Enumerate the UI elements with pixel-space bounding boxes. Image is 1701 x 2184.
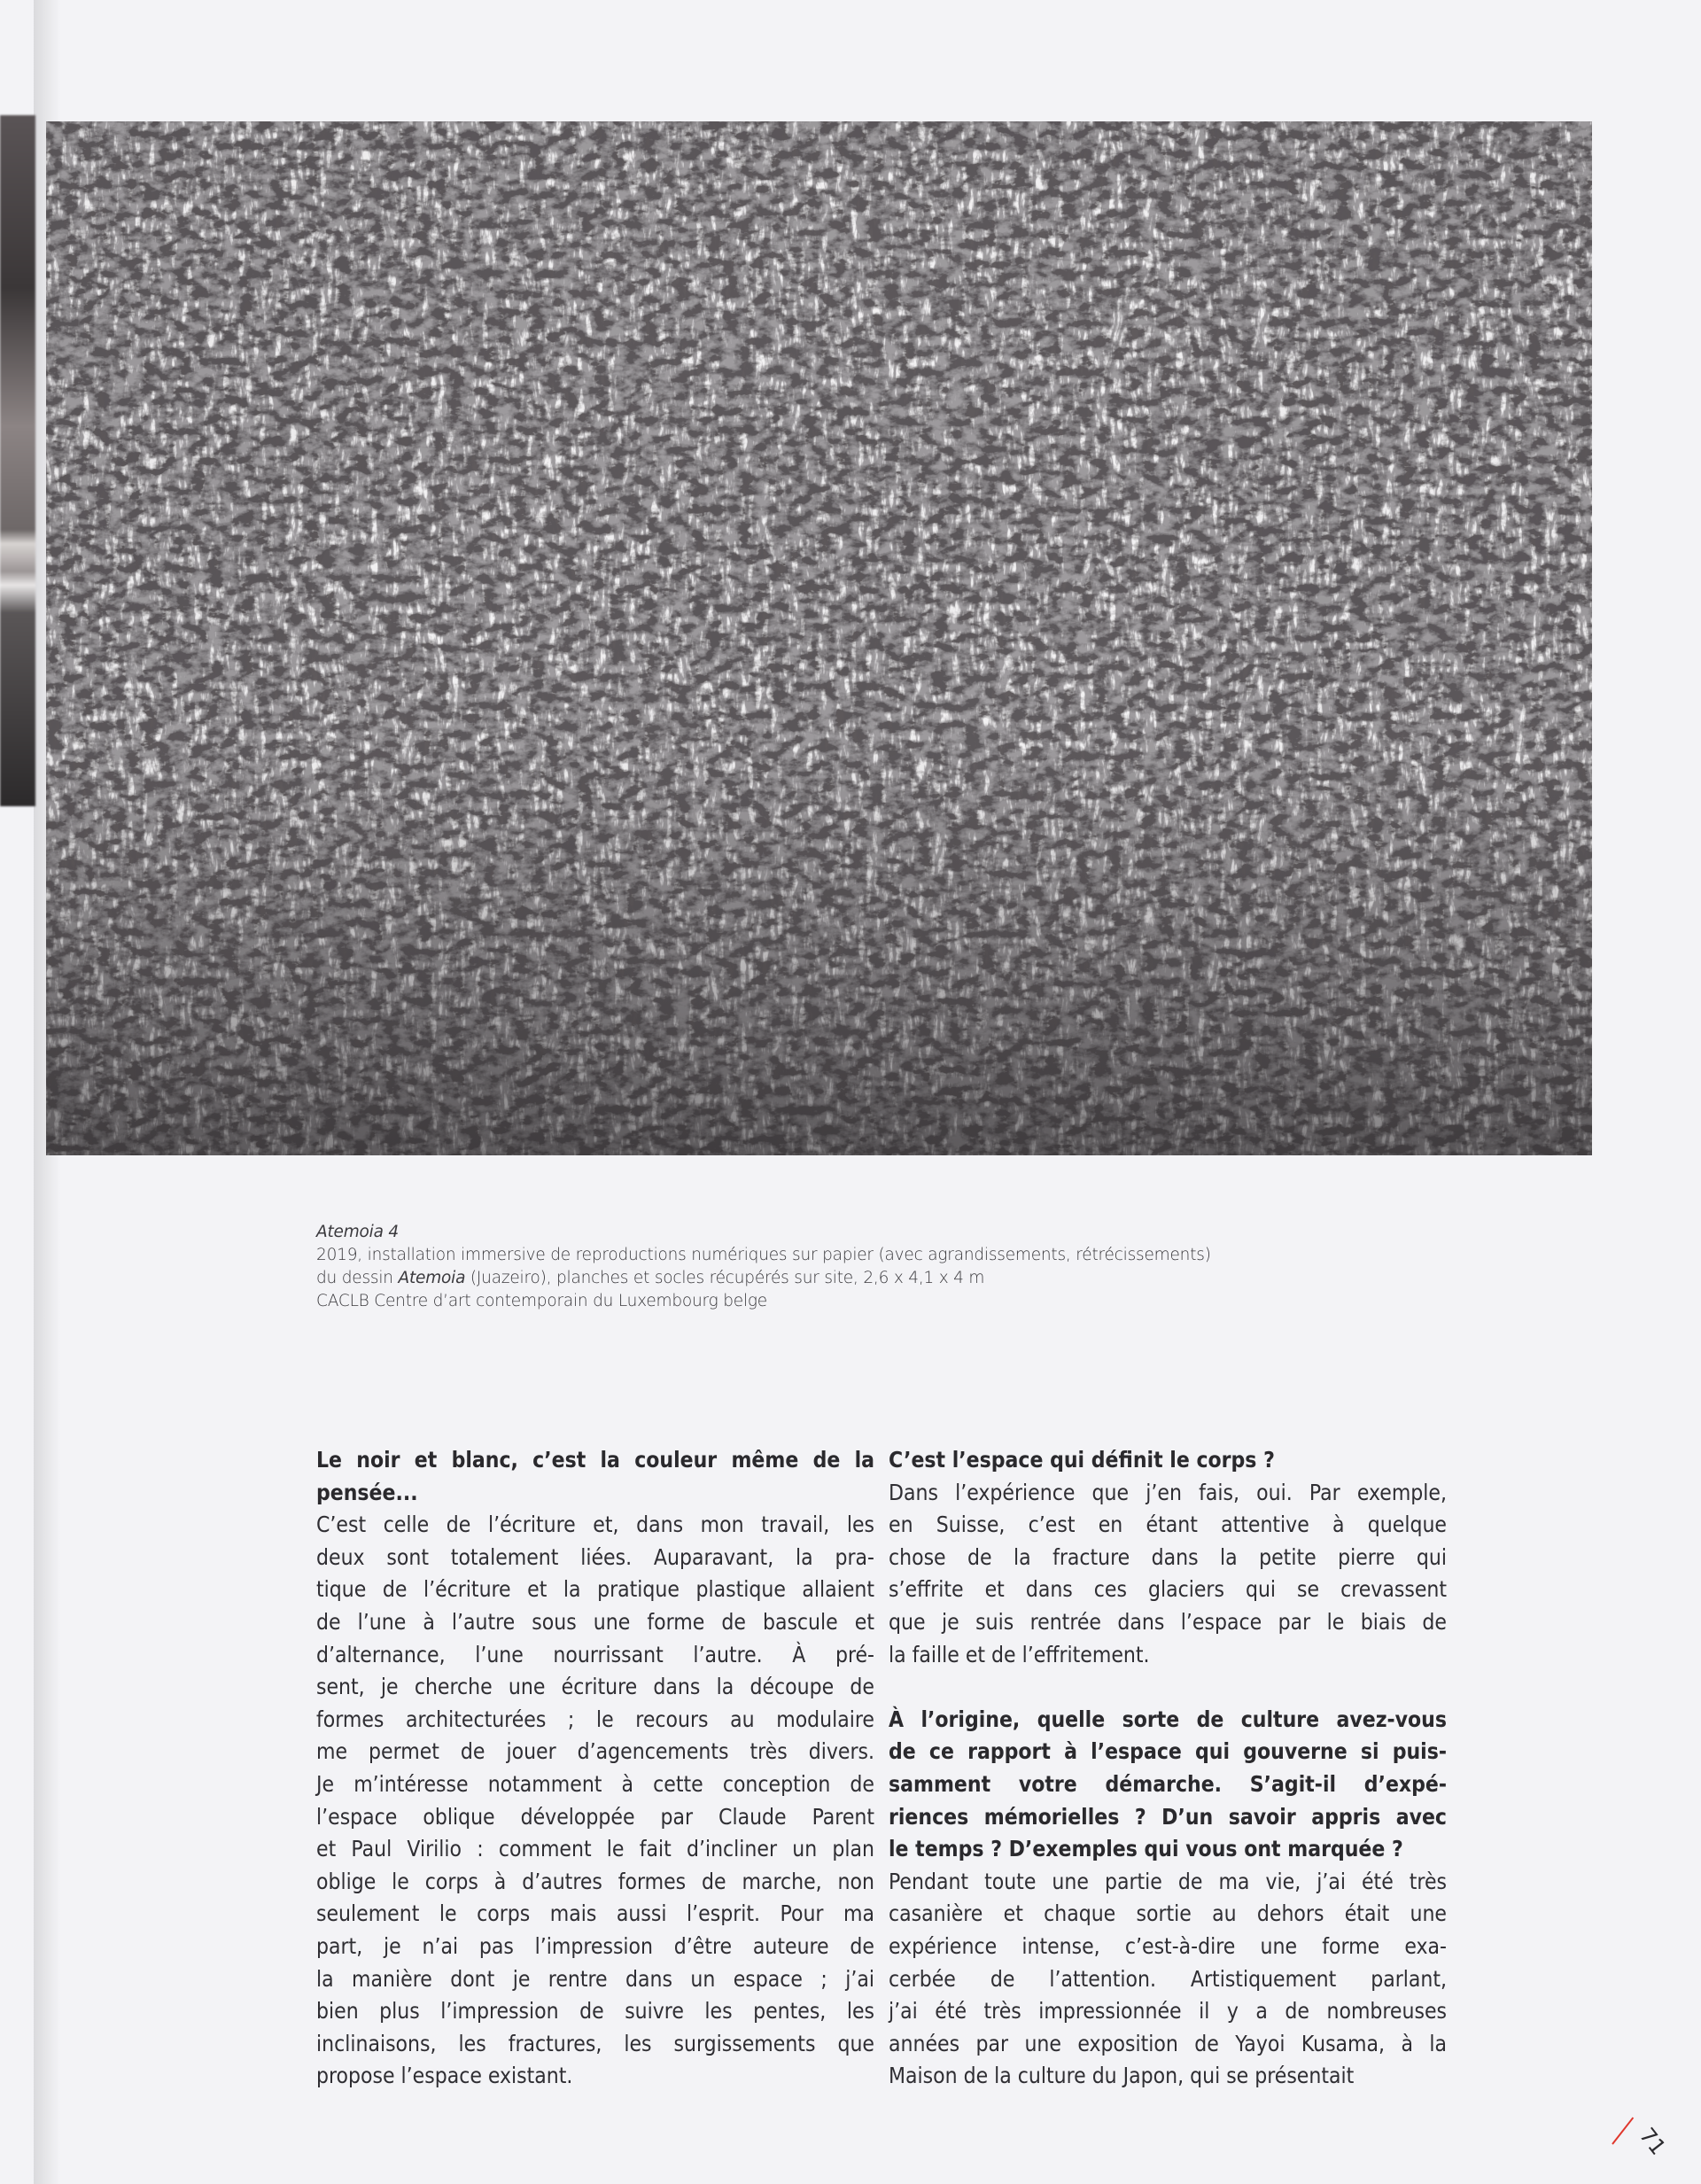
- interview-answer: [316, 1509, 874, 2093]
- answer-line: propose l’espace existant.: [316, 2063, 573, 2089]
- answer-line: casanière et chaque sortie au dehors était une: [889, 1900, 1447, 1927]
- question-line: riences mémorielles ? D’un savoir appris avec: [889, 1803, 1447, 1830]
- answer-line: de l’une à l’autre sous une forme de bascule et: [316, 1608, 874, 1635]
- figure-caption: [316, 1221, 1291, 1313]
- answer-line: cerbée de l’attention. Artistiquement parlant,: [889, 1965, 1447, 1992]
- artwork-photo: [46, 121, 1592, 1155]
- answer-line: sent, je cherche une écriture dans la découpe de: [316, 1674, 874, 1700]
- page-number: [1604, 2122, 1683, 2166]
- question-line: samment votre démarche. S’agit-il d’expé-: [889, 1770, 1447, 1797]
- caption-line: CACLB Centre d’art contemporain du Luxembourg belge: [316, 1292, 767, 1310]
- question-line: À l’origine, quelle sorte de culture avez-vous: [889, 1706, 1447, 1732]
- page-number-slash: [1612, 2117, 1634, 2144]
- answer-line: d’alternance, l’une nourrissant l’autre. À pré-: [316, 1641, 874, 1667]
- answer-line: Pendant toute une partie de ma vie, j’ai été très: [889, 1868, 1447, 1894]
- interview-answer: [889, 1477, 1447, 1672]
- answer-line: que je suis rentrée dans l’espace par le biais de: [889, 1608, 1447, 1635]
- answer-line: tique de l’écriture et la pratique plastique allaient: [316, 1576, 874, 1603]
- answer-line: expérience intense, c’est-à-dire une forme exa-: [889, 1932, 1447, 1959]
- answer-line: me permet de jouer d’agencements très divers.: [316, 1738, 874, 1765]
- interview-question: [316, 1444, 874, 1509]
- answer-line: j’ai été très impressionnée il y a de nombreuses: [889, 1998, 1447, 2025]
- answer-line: la faille et de l’effritement.: [889, 1641, 1150, 1667]
- answer-line: Je m’intéresse notamment à cette conception de: [316, 1770, 874, 1797]
- caption-line: 2019, installation immersive de reproductions numériques sur papier (avec agrandissements, rétrécissements): [316, 1246, 1211, 1264]
- answer-line: années par une exposition de Yayoi Kusama, à la: [889, 2030, 1447, 2056]
- paragraph-gap: [889, 1671, 1447, 1704]
- answer-line: deux sont totalement liées. Auparavant, la pra-: [316, 1543, 874, 1570]
- answer-line: chose de la fracture dans la petite pierre qui: [889, 1543, 1447, 1570]
- answer-line: formes architecturées ; le recours au modulaire: [316, 1706, 874, 1732]
- answer-line: la manière dont je rentre dans un espace ; j’ai: [316, 1965, 874, 1992]
- caption-artwork-title: Atemoia: [398, 1269, 466, 1287]
- article-column-right: [889, 1444, 1447, 2093]
- facing-page-edge: [0, 115, 35, 806]
- answer-line: l’espace oblique développée par Claude Parent: [316, 1803, 874, 1830]
- answer-line: s’effrite et dans ces glaciers qui se crevassent: [889, 1576, 1447, 1603]
- caption-title: Atemoia 4: [316, 1223, 399, 1241]
- article-column-left: [316, 1444, 874, 2093]
- question-line: le temps ? D’exemples qui vous ont marquée ?: [889, 1836, 1403, 1862]
- answer-line: et Paul Virilio : comment le fait d’incliner un plan: [316, 1836, 874, 1862]
- caption-text: du dessin: [316, 1269, 399, 1287]
- caption-line: [316, 1267, 1291, 1290]
- answer-line: Maison de la culture du Japon, qui se présentait: [889, 2063, 1355, 2089]
- interview-answer: [889, 1866, 1447, 2093]
- answer-line: bien plus l’impression de suivre les pentes, les: [316, 1998, 874, 2025]
- answer-line: seulement le corps mais aussi l’esprit. Pour ma: [316, 1900, 874, 1927]
- answer-line: part, je n’ai pas l’impression d’être auteure de: [316, 1932, 874, 1959]
- question-line: de ce rapport à l’espace qui gouverne si puis-: [889, 1738, 1447, 1765]
- answer-line: en Suisse, c’est en étant attentive à quelque: [889, 1512, 1447, 1538]
- caption-text: (Juazeiro), planches et socles récupérés sur site, 2,6 x 4,1 x 4 m: [465, 1269, 985, 1287]
- question-line: C’est l’espace qui définit le corps ?: [889, 1447, 1275, 1473]
- answer-line: oblige le corps à d’autres formes de marche, non: [316, 1868, 874, 1894]
- answer-line: inclinaisons, les fractures, les surgissements que: [316, 2030, 874, 2056]
- page-number-text: 71: [1634, 2123, 1671, 2160]
- answer-line: Dans l’expérience que j’en fais, oui. Par exemple,: [889, 1479, 1447, 1505]
- answer-line: C’est celle de l’écriture et, dans mon travail, les: [316, 1512, 874, 1538]
- interview-question: [889, 1704, 1447, 1866]
- artwork-photo-image: [46, 121, 1592, 1155]
- interview-question: [889, 1444, 1447, 1477]
- question-line: pensée...: [316, 1479, 418, 1505]
- question-line: Le noir et blanc, c’est la couleur même de la: [316, 1447, 874, 1473]
